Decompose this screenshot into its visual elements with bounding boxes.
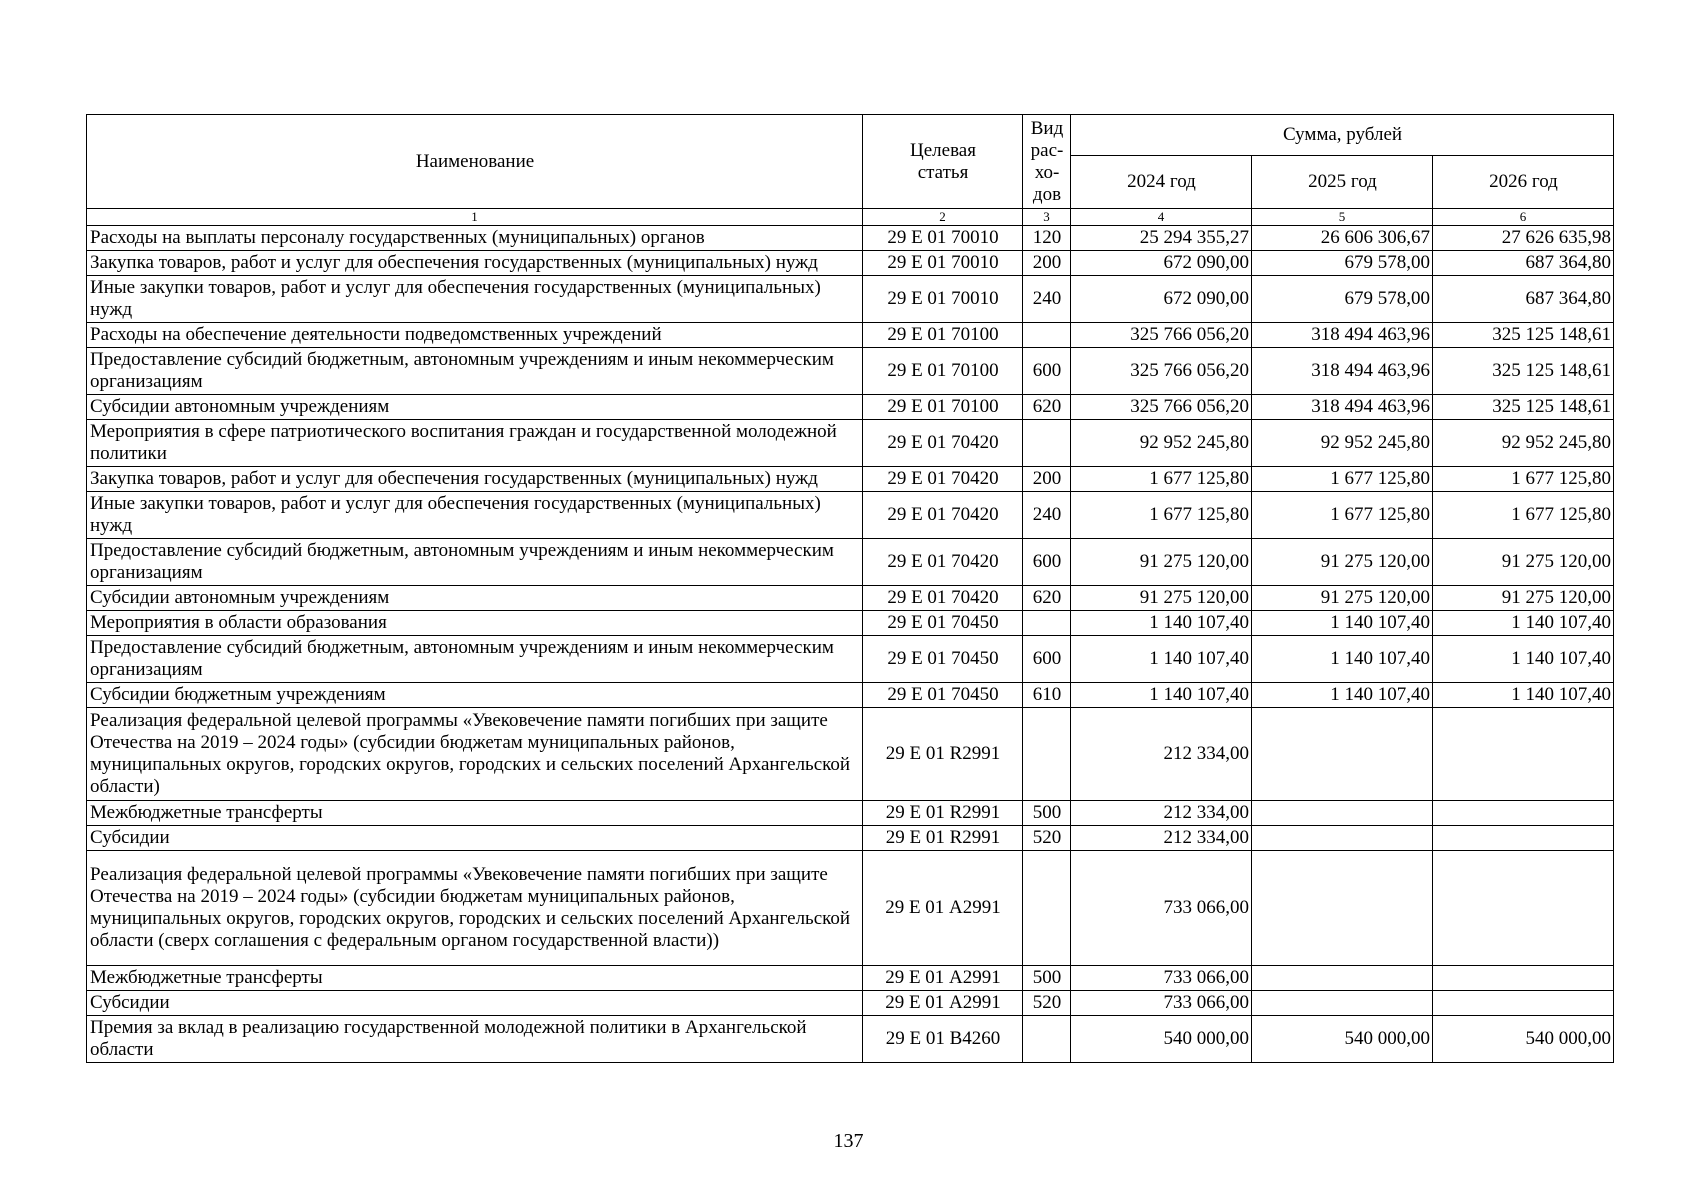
row-code: 29 Е 01 А2991 <box>863 991 1023 1016</box>
table-row <box>87 611 1614 636</box>
row-code: 29 Е 01 70420 <box>863 420 1023 467</box>
row-code: 29 Е 01 70010 <box>863 251 1023 276</box>
row-sum-2026 <box>1433 708 1614 801</box>
row-sum-2025: 679 578,00 <box>1252 276 1433 323</box>
table-row <box>87 683 1614 708</box>
row-sum-2026: 325 125 148,61 <box>1433 395 1614 420</box>
row-sum-2025: 1 140 107,40 <box>1252 611 1433 636</box>
table-row <box>87 708 1614 801</box>
table-row <box>87 226 1614 251</box>
row-name: Расходы на обеспечение деятельности подведомственных учреждений <box>87 323 863 348</box>
column-index: 2 <box>863 209 1023 226</box>
row-sum-2026 <box>1433 966 1614 991</box>
row-name: Премия за вклад в реализацию государственной молодежной политики в Архангельской области <box>87 1016 863 1063</box>
table-row <box>87 323 1614 348</box>
row-sum-2026: 325 125 148,61 <box>1433 348 1614 395</box>
row-sum-2025: 318 494 463,96 <box>1252 395 1433 420</box>
row-code: 29 Е 01 70100 <box>863 323 1023 348</box>
row-sum-2025: 91 275 120,00 <box>1252 539 1433 586</box>
row-name: Реализация федеральной целевой программы «Увековечение памяти погибших при защите Отечества на 2019 – 2024 годы» (субсидии бюджетам муниципальных районов, муниципальных округов, городских округов, городских и сельских поселений Архангельской области (сверх соглашения с федеральным органом государственной власти)) <box>87 851 863 966</box>
row-sum-2025: 1 140 107,40 <box>1252 636 1433 683</box>
row-sum-2024: 92 952 245,80 <box>1071 420 1252 467</box>
row-kind <box>1023 611 1071 636</box>
table-row <box>87 801 1614 826</box>
row-name: Субсидии автономным учреждениям <box>87 395 863 420</box>
row-sum-2024: 325 766 056,20 <box>1071 348 1252 395</box>
row-name: Межбюджетные трансферты <box>87 801 863 826</box>
table-row <box>87 826 1614 851</box>
table-row <box>87 1016 1614 1063</box>
row-sum-2026 <box>1433 826 1614 851</box>
row-sum-2024: 212 334,00 <box>1071 801 1252 826</box>
row-sum-2026 <box>1433 851 1614 966</box>
header-year-2026: 2026 год <box>1433 156 1614 209</box>
row-sum-2024: 672 090,00 <box>1071 251 1252 276</box>
row-sum-2025 <box>1252 801 1433 826</box>
row-code: 29 Е 01 70420 <box>863 492 1023 539</box>
row-code: 29 Е 01 R2991 <box>863 826 1023 851</box>
row-name: Субсидии автономным учреждениям <box>87 586 863 611</box>
row-sum-2026: 687 364,80 <box>1433 276 1614 323</box>
row-code: 29 Е 01 А2991 <box>863 966 1023 991</box>
row-code: 29 Е 01 70450 <box>863 636 1023 683</box>
row-sum-2025 <box>1252 826 1433 851</box>
row-code: 29 Е 01 70010 <box>863 226 1023 251</box>
column-index: 3 <box>1023 209 1071 226</box>
row-sum-2024: 733 066,00 <box>1071 991 1252 1016</box>
row-name: Иные закупки товаров, работ и услуг для обеспечения государственных (муниципальных) нужд <box>87 276 863 323</box>
row-kind: 600 <box>1023 539 1071 586</box>
row-name: Мероприятия в сфере патриотического воспитания граждан и государственной молодежной политики <box>87 420 863 467</box>
row-name: Закупка товаров, работ и услуг для обеспечения государственных (муниципальных) нужд <box>87 467 863 492</box>
row-name: Предоставление субсидий бюджетным, автономным учреждениям и иным некоммерческим организациям <box>87 348 863 395</box>
row-code: 29 Е 01 70420 <box>863 539 1023 586</box>
row-sum-2024: 25 294 355,27 <box>1071 226 1252 251</box>
header-target-article <box>863 115 1023 209</box>
row-sum-2025 <box>1252 991 1433 1016</box>
row-kind: 240 <box>1023 492 1071 539</box>
row-kind: 610 <box>1023 683 1071 708</box>
table-row <box>87 851 1614 966</box>
table-row <box>87 395 1614 420</box>
row-sum-2024: 540 000,00 <box>1071 1016 1252 1063</box>
row-kind: 520 <box>1023 826 1071 851</box>
header-year-2025: 2025 год <box>1252 156 1433 209</box>
table-row <box>87 420 1614 467</box>
row-code: 29 Е 01 70450 <box>863 683 1023 708</box>
row-sum-2025: 26 606 306,67 <box>1252 226 1433 251</box>
row-sum-2026: 325 125 148,61 <box>1433 323 1614 348</box>
row-kind: 500 <box>1023 966 1071 991</box>
row-sum-2024: 1 677 125,80 <box>1071 467 1252 492</box>
row-sum-2024: 212 334,00 <box>1071 708 1252 801</box>
row-sum-2026: 540 000,00 <box>1433 1016 1614 1063</box>
row-kind: 120 <box>1023 226 1071 251</box>
row-code: 29 Е 01 R2991 <box>863 708 1023 801</box>
row-sum-2025 <box>1252 966 1433 991</box>
row-kind: 200 <box>1023 467 1071 492</box>
header-year-2024: 2024 год <box>1071 156 1252 209</box>
table-row <box>87 251 1614 276</box>
table-row <box>87 991 1614 1016</box>
budget-table <box>86 114 1614 1063</box>
row-sum-2025: 679 578,00 <box>1252 251 1433 276</box>
row-name: Закупка товаров, работ и услуг для обеспечения государственных (муниципальных) нужд <box>87 251 863 276</box>
table-row <box>87 492 1614 539</box>
row-kind <box>1023 708 1071 801</box>
table-body <box>87 226 1614 1063</box>
row-code: 29 Е 01 70420 <box>863 586 1023 611</box>
row-name: Иные закупки товаров, работ и услуг для обеспечения государственных (муниципальных) нужд <box>87 492 863 539</box>
row-sum-2024: 672 090,00 <box>1071 276 1252 323</box>
row-sum-2025: 318 494 463,96 <box>1252 323 1433 348</box>
row-name: Субсидии <box>87 991 863 1016</box>
row-kind: 240 <box>1023 276 1071 323</box>
row-sum-2024: 733 066,00 <box>1071 851 1252 966</box>
row-sum-2024: 1 140 107,40 <box>1071 611 1252 636</box>
table-row <box>87 586 1614 611</box>
column-index: 5 <box>1252 209 1433 226</box>
row-sum-2026: 91 275 120,00 <box>1433 539 1614 586</box>
row-sum-2024: 91 275 120,00 <box>1071 539 1252 586</box>
row-code: 29 Е 01 А2991 <box>863 851 1023 966</box>
row-code: 29 Е 01 R2991 <box>863 801 1023 826</box>
row-sum-2025: 318 494 463,96 <box>1252 348 1433 395</box>
row-sum-2025: 1 677 125,80 <box>1252 467 1433 492</box>
header-target-line2: статья <box>917 161 969 183</box>
table-header <box>87 115 1614 226</box>
row-sum-2026: 687 364,80 <box>1433 251 1614 276</box>
row-kind: 620 <box>1023 395 1071 420</box>
row-name: Межбюджетные трансферты <box>87 966 863 991</box>
row-kind <box>1023 420 1071 467</box>
row-sum-2026 <box>1433 991 1614 1016</box>
row-sum-2026: 92 952 245,80 <box>1433 420 1614 467</box>
row-kind: 600 <box>1023 348 1071 395</box>
table-row <box>87 636 1614 683</box>
row-sum-2026: 91 275 120,00 <box>1433 586 1614 611</box>
row-kind: 600 <box>1023 636 1071 683</box>
row-code: 29 Е 01 70450 <box>863 611 1023 636</box>
header-target-line1: Целевая <box>910 139 976 161</box>
column-index: 4 <box>1071 209 1252 226</box>
row-sum-2025: 92 952 245,80 <box>1252 420 1433 467</box>
row-name: Мероприятия в области образования <box>87 611 863 636</box>
table-row <box>87 467 1614 492</box>
row-sum-2024: 1 140 107,40 <box>1071 636 1252 683</box>
row-code: 29 Е 01 70010 <box>863 276 1023 323</box>
header-sum: Сумма, рублей <box>1071 115 1614 156</box>
row-sum-2024: 1 140 107,40 <box>1071 683 1252 708</box>
row-kind <box>1023 323 1071 348</box>
row-sum-2025 <box>1252 851 1433 966</box>
row-sum-2026: 27 626 635,98 <box>1433 226 1614 251</box>
row-sum-2024: 733 066,00 <box>1071 966 1252 991</box>
page-number: 137 <box>833 1130 864 1152</box>
row-sum-2026: 1 140 107,40 <box>1433 683 1614 708</box>
row-code: 29 Е 01 70420 <box>863 467 1023 492</box>
header-name: Наименование <box>87 115 863 209</box>
row-kind: 520 <box>1023 991 1071 1016</box>
row-sum-2026: 1 140 107,40 <box>1433 611 1614 636</box>
row-sum-2024: 325 766 056,20 <box>1071 395 1252 420</box>
row-kind: 500 <box>1023 801 1071 826</box>
row-sum-2026: 1 140 107,40 <box>1433 636 1614 683</box>
row-sum-2024: 325 766 056,20 <box>1071 323 1252 348</box>
row-name: Предоставление субсидий бюджетным, автономным учреждениям и иным некоммерческим организациям <box>87 539 863 586</box>
column-index-row <box>87 209 1614 226</box>
row-sum-2024: 91 275 120,00 <box>1071 586 1252 611</box>
row-sum-2025: 540 000,00 <box>1252 1016 1433 1063</box>
row-sum-2024: 1 677 125,80 <box>1071 492 1252 539</box>
table-row <box>87 966 1614 991</box>
header-expense-kind: Вид рас-хо-дов <box>1023 115 1071 209</box>
row-code: 29 Е 01 В4260 <box>863 1016 1023 1063</box>
row-code: 29 Е 01 70100 <box>863 348 1023 395</box>
row-sum-2025: 91 275 120,00 <box>1252 586 1433 611</box>
row-name: Предоставление субсидий бюджетным, автономным учреждениям и иным некоммерческим организациям <box>87 636 863 683</box>
row-kind <box>1023 851 1071 966</box>
table-row <box>87 276 1614 323</box>
row-sum-2026: 1 677 125,80 <box>1433 467 1614 492</box>
column-index: 1 <box>87 209 863 226</box>
row-sum-2026: 1 677 125,80 <box>1433 492 1614 539</box>
row-sum-2025: 1 140 107,40 <box>1252 683 1433 708</box>
row-name: Субсидии <box>87 826 863 851</box>
row-name: Субсидии бюджетным учреждениям <box>87 683 863 708</box>
row-kind: 620 <box>1023 586 1071 611</box>
row-sum-2025 <box>1252 708 1433 801</box>
row-kind: 200 <box>1023 251 1071 276</box>
table-row <box>87 348 1614 395</box>
column-index: 6 <box>1433 209 1614 226</box>
row-kind <box>1023 1016 1071 1063</box>
row-sum-2026 <box>1433 801 1614 826</box>
row-code: 29 Е 01 70100 <box>863 395 1023 420</box>
row-name: Реализация федеральной целевой программы «Увековечение памяти погибших при защите Отечества на 2019 – 2024 годы» (субсидии бюджетам муниципальных районов, муниципальных округов, городских округов, городских и сельских поселений Архангельской области) <box>87 708 863 801</box>
row-sum-2024: 212 334,00 <box>1071 826 1252 851</box>
row-sum-2025: 1 677 125,80 <box>1252 492 1433 539</box>
table-row <box>87 539 1614 586</box>
row-name: Расходы на выплаты персоналу государственных (муниципальных) органов <box>87 226 863 251</box>
